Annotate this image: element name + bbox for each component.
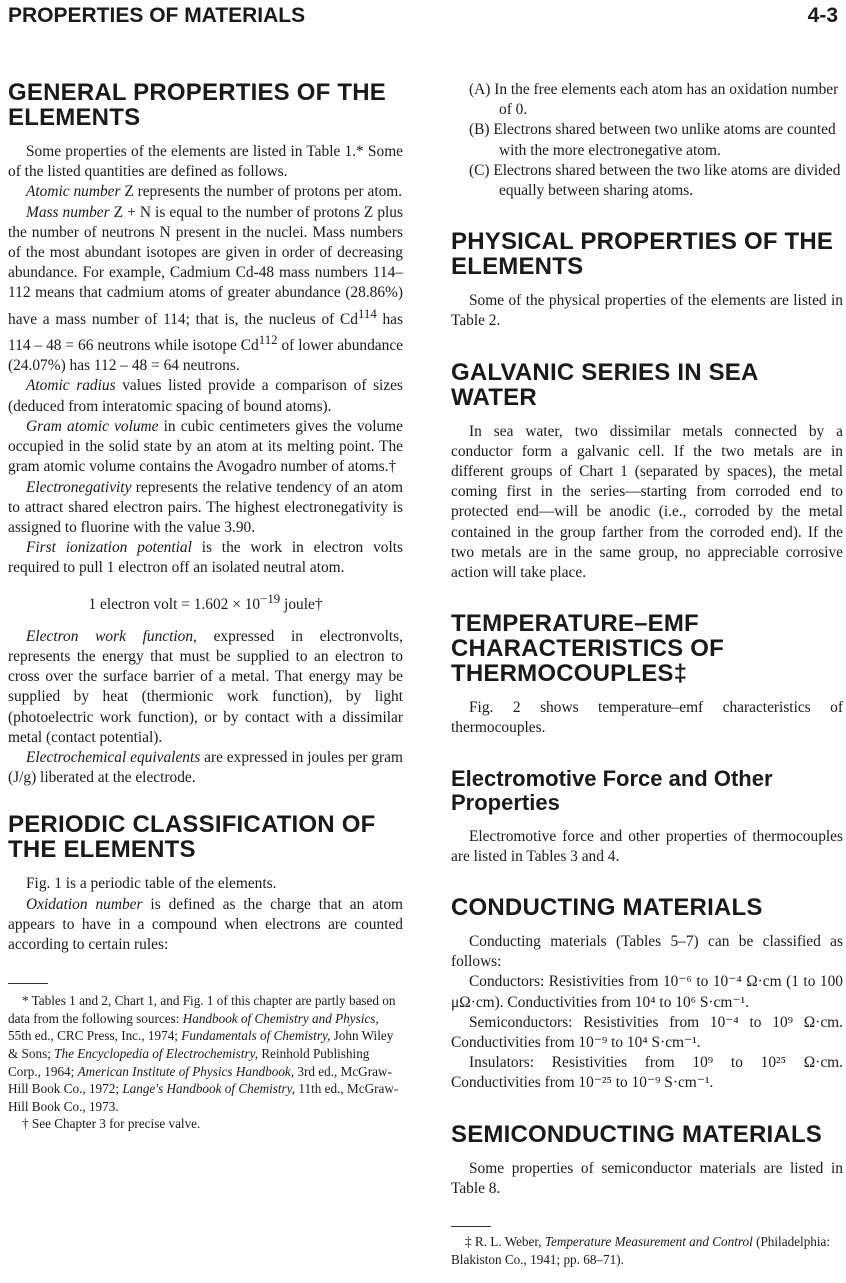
equation-text: joule† — [280, 595, 323, 613]
footnote-divider — [451, 1226, 491, 1227]
paragraph: Some properties of the elements are listed in Table 1.* Some of the listed quantities are defined as follows. — [8, 143, 403, 181]
text: expressed in electronvolts, represents the energy that must be supplied to an electron to cross over the surface barrier of a metal. That energy may be supplied by heat (thermionic work function), by light (photoelectric work function), or by contact with a dissimilar metal (contact potential). — [8, 627, 403, 746]
footnote — [451, 1233, 843, 1268]
paragraph-atomic-number — [8, 182, 403, 202]
text: Reinhold Publishing Corp., 1964; — [8, 1046, 370, 1079]
paragraph-electrochemical-equivalents — [8, 748, 403, 788]
paragraph-mass-number — [8, 203, 403, 377]
text: (Philadelphia: Blakiston Co., 1941; pp. 68–71). — [451, 1234, 831, 1267]
section-physical-properties — [451, 229, 843, 331]
page-number: 4-3 — [807, 4, 838, 27]
right-column — [451, 80, 843, 1199]
text: 3rd ed., McGraw-Hill Book Co., 1972; — [8, 1063, 392, 1097]
citation-title: American Institute of Physics Handbook, — [77, 1063, 295, 1079]
citation-title: Lange's Handbook of Chemistry, — [122, 1081, 296, 1097]
text: is defined as the charge that an atom appears to have in a compound when electrons are counted according to certain rules: — [8, 895, 403, 954]
superscript: −19 — [260, 591, 281, 606]
section-periodic-classification — [8, 812, 403, 955]
paragraph: Fig. 2 shows temperature–emf characteristics of thermocouples. — [451, 699, 843, 737]
citation-title: The Encyclopedia of Electrochemistry, — [54, 1046, 259, 1062]
section-galvanic-series — [451, 360, 843, 584]
text: are expressed in joules per gram (J/g) liberated at the electrode. — [8, 749, 403, 787]
section-title: PHYSICAL PROPERTIES OF THE ELEMENTS — [451, 228, 834, 281]
running-header-title: PROPERTIES OF MATERIALS — [8, 4, 306, 27]
term: Mass number — [26, 203, 110, 221]
citation-title: Handbook of Chemistry and Physics, — [182, 1010, 379, 1026]
text: is the work in electron volts required to pull 1 electron off an isolated neutral atom. — [8, 539, 403, 577]
section-semiconducting-materials — [451, 1122, 843, 1199]
oxidation-rules-list — [451, 80, 843, 201]
superscript: 114 — [357, 306, 377, 321]
text: represents the relative tendency of an atom to attract shared electron pairs. The highest electronegativity is assigned to fluorine with the value 3.90. — [8, 478, 403, 536]
rule-item: (B) Electrons shared between two unlike atoms are counted with the more electronegative atom. — [469, 121, 836, 159]
section-title: CONDUCTING MATERIALS — [451, 894, 763, 922]
rule-item: (A) In the free elements each atom has an oxidation number of 0. — [469, 81, 839, 119]
paragraph: Electromotive force and other properties of thermocouples are listed in Tables 3 and 4. — [451, 827, 843, 865]
equation — [8, 589, 403, 615]
section-conducting-materials — [451, 895, 843, 1094]
footnote: † See Chapter 3 for precise valve. — [22, 1116, 201, 1132]
citation-title: Temperature Measurement and Control — [544, 1234, 753, 1249]
left-column — [8, 80, 403, 1133]
footnote-divider — [8, 983, 48, 984]
section-title: GALVANIC SERIES IN SEA WATER — [451, 358, 758, 411]
citation-title: Fundamentals of Chemistry, — [181, 1028, 331, 1044]
text: Z + N is equal to the number of protons Z plus the number of neutrons N present in the nuclei. Mass numbers of the most abundant isotopes are given in order of decreasing abundance. For example, Cadmium Cd-48 mass numbers 114–112 means that cadmium atoms of greater abundance (28.86%) have a mass number of 114; that is, the nucleus of Cd — [8, 203, 403, 328]
paragraph-atomic-radius — [8, 376, 403, 416]
paragraph-semiconductors: Semiconductors: Resistivities from 10⁻⁴ to 10⁹ Ω·cm. Conductivities from 10⁻⁹ to 10⁴ S·cm⁻¹. — [451, 1013, 843, 1052]
section-title: GENERAL PROPERTIES OF THE ELEMENTS — [8, 79, 386, 131]
right-footnote-block — [451, 1226, 843, 1268]
term: Electrochemical equivalents — [26, 749, 201, 767]
running-header — [8, 4, 838, 32]
text: * Tables 1 and 2, Chart 1, and Fig. 1 of this chapter are partly based on data from the following sources: — [8, 993, 396, 1026]
text: in cubic centimeters gives the volume occupied in the solid state by an atom at its melting point. The gram atomic volume contains the Avogadro number of atoms.† — [8, 417, 403, 476]
text: has 114 – 48 = 66 neutrons while isotope Cd — [8, 310, 403, 355]
paragraph-work-function — [8, 627, 403, 748]
superscript: 112 — [258, 332, 278, 347]
paragraph-insulators: Insulators: Resistivities from 10⁹ to 10²⁵ Ω·cm. Conductivities from 10⁻²⁵ to 10⁻⁹ S·cm⁻¹. — [451, 1054, 843, 1092]
paragraph-ionization-potential — [8, 538, 403, 578]
footnote — [8, 992, 403, 1115]
term: Atomic radius — [26, 377, 116, 395]
equation-text: 1 electron volt = 1.602 × 10 — [88, 595, 261, 613]
section-title: SEMICONDUCTING MATERIALS — [451, 1120, 823, 1148]
term: Atomic number — [26, 183, 121, 201]
footnotes — [8, 992, 403, 1133]
text: John Wiley & Sons; — [8, 1028, 394, 1062]
rule-item: (C) Electrons shared between the two like atoms are divided equally between sharing atoms. — [469, 161, 841, 200]
paragraph: Some properties of semiconductor materials are listed in Table 8. — [451, 1159, 843, 1197]
section-electromotive-force — [451, 767, 843, 867]
paragraph: Some of the physical properties of the elements are listed in Table 2. — [451, 292, 843, 330]
paragraph-electronegativity — [8, 478, 403, 539]
term: Electron work function, — [26, 627, 197, 645]
text: 11th ed., McGraw-Hill Book Co., 1973. — [8, 1081, 399, 1114]
text: ‡ R. L. Weber, — [465, 1234, 545, 1249]
section-thermocouples — [451, 611, 843, 738]
term: Gram atomic volume — [26, 417, 159, 435]
paragraph: In sea water, two dissimilar metals connected by a conductor form a galvanic cell. If the two metals are in different groups of Chart 1 (separated by spaces), the metal coming first in the series—starting from corroded end to protected end—will be anodic (i.e., corroded by the metal contained in the group farther from the corroded end). If the two metals are in the same group, no appreciable corrosive action will take place. — [451, 422, 843, 582]
paragraph-oxidation-number — [8, 895, 403, 956]
paragraph-gram-atomic-volume — [8, 417, 403, 478]
term: Electronegativity — [26, 478, 132, 496]
subsection-title: Electromotive Force and Other Properties — [451, 765, 773, 815]
section-general-properties — [8, 80, 403, 788]
section-title: PERIODIC CLASSIFICATION OF THE ELEMENTS — [8, 811, 376, 864]
term: Oxidation number — [26, 895, 143, 913]
paragraph: Fig. 1 is a periodic table of the elements. — [26, 875, 277, 893]
text: of lower abundance (24.07%) has 112 – 48 = 64 neutrons. — [8, 337, 403, 375]
paragraph-conductors: Conductors: Resistivities from 10⁻⁶ to 10⁻⁴ Ω·cm (1 to 100 μΩ·cm). Conductivities from 10⁴ to 10⁶ S·cm⁻¹. — [451, 973, 843, 1011]
section-title: TEMPERATURE–EMF CHARACTERISTICS OF THERMOCOUPLES‡ — [451, 610, 724, 688]
text: Z represents the number of protons per atom. — [120, 183, 403, 201]
paragraph: Conducting materials (Tables 5–7) can be classified as follows: — [451, 933, 843, 971]
text: values listed provide a comparison of sizes (deduced from interatomic spacing of bound atoms). — [8, 377, 403, 415]
term: First ionization potential — [26, 539, 192, 557]
text: 55th ed., CRC Press, Inc., 1974; — [8, 1028, 182, 1044]
